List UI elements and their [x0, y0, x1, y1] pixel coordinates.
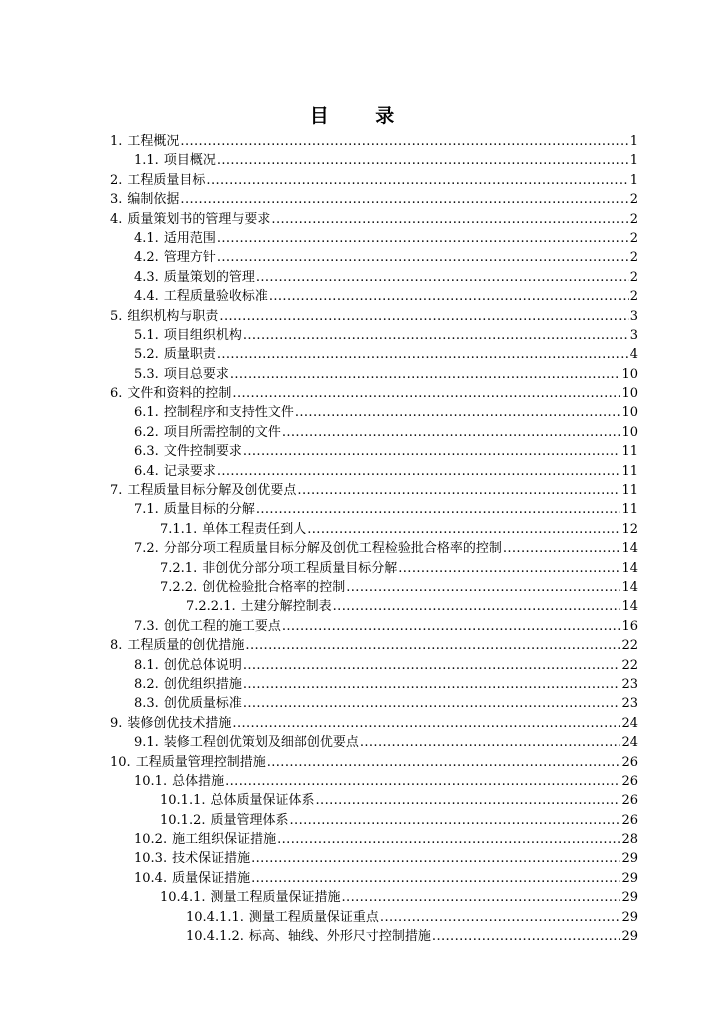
toc-entry-title: 工程质量验收标准 [163, 289, 268, 305]
toc-entry[interactable] [110, 656, 638, 675]
toc-entry-title: 质量管理体系 [210, 812, 289, 828]
toc-entry-title: 编制依据 [127, 192, 180, 208]
toc-entry-title: 管理方针 [163, 250, 216, 266]
toc-entry-number: 8.2. [134, 676, 159, 692]
toc-entry-title: 工程概况 [127, 134, 180, 149]
toc-entry-page: 10 [621, 366, 638, 382]
toc-dot-leader [290, 811, 621, 830]
toc-entry-title: 质量职责 [163, 347, 216, 363]
table-of-contents [110, 132, 638, 946]
toc-entry-title: 质量策划的管理 [163, 269, 255, 285]
toc-entry[interactable] [110, 520, 638, 539]
toc-entry[interactable] [110, 927, 638, 946]
toc-dot-leader [243, 656, 621, 675]
toc-dot-leader [277, 830, 620, 849]
toc-entry-number: 7.2.1. [160, 560, 198, 576]
toc-entry-page: 1 [629, 134, 638, 149]
toc-entry[interactable] [110, 307, 638, 326]
toc-entry-number: 10.4.1.1. [186, 909, 244, 925]
toc-dot-leader [256, 500, 621, 519]
toc-dot-leader [251, 869, 620, 888]
toc-entry-number: 10. [110, 754, 131, 770]
toc-entry-title: 标高、轴线、外形尺寸控制措施 [248, 929, 431, 945]
toc-dot-leader [243, 694, 621, 713]
toc-entry-title: 测量工程质量保证重点 [248, 909, 379, 925]
toc-entry-page: 28 [621, 832, 638, 848]
toc-entry-number: 7.2. [134, 541, 159, 557]
toc-entry-title: 土建分解控制表 [240, 599, 332, 615]
toc-entry-title: 记录要求 [163, 463, 216, 479]
toc-dot-leader [230, 365, 621, 384]
toc-entry-number: 6.4. [134, 463, 159, 479]
toc-dot-leader [269, 287, 629, 306]
toc-entry-page: 29 [621, 909, 638, 925]
toc-entry-number: 4.2. [134, 250, 159, 266]
toc-entry-page: 2 [629, 211, 638, 227]
toc-entry[interactable] [110, 248, 638, 267]
toc-entry-title: 项目概况 [163, 153, 216, 169]
toc-dot-leader [243, 442, 621, 461]
toc-entry-title: 单体工程责任到人 [202, 521, 307, 537]
toc-dot-leader [307, 520, 620, 539]
toc-entry-number: 5.2. [134, 347, 159, 363]
toc-entry[interactable] [110, 597, 638, 616]
toc-entry[interactable] [110, 869, 638, 888]
toc-entry[interactable] [110, 539, 638, 558]
toc-entry[interactable] [110, 326, 638, 345]
toc-entry[interactable] [110, 500, 638, 519]
toc-entry-title: 总体措施 [172, 773, 225, 789]
toc-entry-page: 2 [629, 269, 638, 285]
toc-entry-number: 8. [110, 638, 123, 654]
toc-dot-leader [256, 268, 629, 287]
toc-entry-page: 10 [621, 386, 638, 402]
toc-entry-title: 创优检验批合格率的控制 [202, 579, 346, 595]
toc-entry[interactable] [110, 694, 638, 713]
toc-entry-page: 22 [621, 657, 638, 673]
toc-entry-title: 分部分项工程质量目标分解及创优工程检验批合格率的控制 [163, 541, 502, 557]
toc-entry[interactable] [110, 229, 638, 248]
toc-dot-leader [503, 539, 621, 558]
toc-dot-leader [245, 636, 620, 655]
toc-entry-page: 24 [621, 735, 638, 751]
toc-dot-leader [217, 345, 629, 364]
toc-entry-title: 文件控制要求 [163, 444, 242, 460]
toc-dot-leader [232, 384, 620, 403]
toc-entry-page: 14 [621, 579, 638, 595]
toc-entry-title: 适用范围 [163, 230, 216, 246]
toc-entry-number: 8.1. [134, 657, 159, 673]
toc-entry[interactable] [110, 151, 638, 170]
toc-entry-number: 7.2.2. [160, 579, 198, 595]
toc-entry-page: 14 [621, 541, 638, 557]
toc-entry-page: 11 [621, 502, 638, 518]
toc-dot-leader [225, 772, 620, 791]
toc-entry-number: 1. [110, 134, 123, 149]
toc-dot-leader [342, 888, 621, 907]
toc-dot-leader [316, 791, 621, 810]
toc-entry[interactable] [110, 190, 638, 209]
toc-entry-number: 10.1.1. [160, 793, 206, 809]
toc-entry-page: 1 [629, 172, 638, 188]
toc-entry[interactable] [110, 753, 638, 772]
toc-entry-number: 10.4. [134, 870, 168, 886]
toc-dot-leader [297, 481, 620, 500]
toc-entry-page: 29 [621, 851, 638, 867]
toc-dot-leader [180, 132, 628, 151]
toc-entry[interactable] [110, 268, 638, 287]
toc-entry-number: 4. [110, 211, 123, 227]
toc-entry-page: 26 [621, 773, 638, 789]
toc-entry[interactable] [110, 908, 638, 927]
toc-entry-page: 2 [629, 192, 638, 208]
toc-entry[interactable] [110, 210, 638, 229]
toc-entry-number: 5.3. [134, 366, 159, 382]
toc-dot-leader [282, 617, 621, 636]
toc-entry-title: 非创优分部分项工程质量目标分解 [202, 560, 398, 576]
toc-dot-leader [219, 307, 628, 326]
toc-entry-title: 创优质量标准 [163, 696, 242, 712]
toc-entry-page: 26 [621, 793, 638, 809]
toc-entry-page: 3 [629, 308, 638, 324]
toc-entry-page: 29 [621, 870, 638, 886]
toc-entry-title: 总体质量保证体系 [210, 793, 315, 809]
toc-dot-leader [232, 714, 620, 733]
toc-entry-title: 文件和资料的控制 [127, 386, 232, 402]
toc-entry-page: 26 [621, 812, 638, 828]
toc-entry[interactable] [110, 442, 638, 461]
toc-entry-title: 质量保证措施 [172, 870, 251, 886]
toc-entry[interactable] [110, 811, 638, 830]
toc-entry-title: 工程质量的创优措施 [127, 638, 245, 654]
toc-entry-page: 3 [629, 327, 638, 343]
toc-dot-leader [180, 190, 628, 209]
toc-entry[interactable] [110, 772, 638, 791]
toc-dot-leader [360, 733, 621, 752]
toc-entry-number: 10.2. [134, 832, 168, 848]
toc-entry[interactable] [110, 462, 638, 481]
toc-entry-page: 2 [629, 230, 638, 246]
toc-entry[interactable] [110, 345, 638, 364]
toc-entry-title: 项目总要求 [163, 366, 229, 382]
toc-entry[interactable] [110, 617, 638, 636]
toc-dot-leader [217, 151, 629, 170]
toc-entry-page: 26 [621, 754, 638, 770]
toc-entry-page: 29 [621, 929, 638, 945]
toc-entry-title: 工程质量管理控制措施 [135, 754, 266, 770]
toc-entry-number: 10.4.1. [160, 890, 206, 906]
toc-entry-page: 14 [621, 599, 638, 615]
toc-entry-number: 9.1. [134, 735, 159, 751]
toc-entry-number: 7.1.1. [160, 521, 198, 537]
toc-entry[interactable] [110, 481, 638, 500]
toc-entry-number: 10.1.2. [160, 812, 206, 828]
toc-entry-title: 测量工程质量保证措施 [210, 890, 341, 906]
toc-entry[interactable] [110, 171, 638, 190]
toc-entry-number: 10.4.1.2. [186, 929, 244, 945]
toc-dot-leader [346, 578, 620, 597]
toc-dot-leader [206, 171, 628, 190]
toc-entry[interactable] [110, 365, 638, 384]
toc-dot-leader [432, 927, 621, 946]
toc-dot-leader [243, 326, 629, 345]
toc-entry-title: 质量策划书的管理与要求 [127, 211, 271, 227]
toc-entry-page: 11 [621, 444, 638, 460]
toc-title: 目 录 [309, 105, 415, 127]
toc-entry-number: 3. [110, 192, 123, 208]
toc-entry-page: 14 [621, 560, 638, 576]
toc-entry-number: 4.4. [134, 289, 159, 305]
toc-entry-title: 组织机构与职责 [127, 308, 219, 324]
toc-entry-title: 质量目标的分解 [163, 502, 255, 518]
toc-entry-title: 项目组织机构 [163, 327, 242, 343]
toc-entry[interactable] [110, 423, 638, 442]
toc-entry-title: 装修创优技术措施 [127, 715, 232, 731]
toc-entry[interactable] [110, 384, 638, 403]
toc-entry[interactable] [110, 791, 638, 810]
toc-dot-leader [380, 908, 621, 927]
toc-entry-title: 技术保证措施 [172, 851, 251, 867]
toc-entry-number: 7.3. [134, 618, 159, 634]
toc-dot-leader [217, 248, 629, 267]
toc-entry-number: 7.1. [134, 502, 159, 518]
toc-entry-page: 24 [621, 715, 638, 731]
toc-entry-title: 创优工程的施工要点 [163, 618, 281, 634]
toc-dot-leader [217, 229, 629, 248]
toc-dot-leader [398, 559, 620, 578]
toc-entry-title: 施工组织保证措施 [172, 832, 277, 848]
toc-dot-leader [243, 675, 621, 694]
toc-dot-leader [251, 849, 620, 868]
toc-entry-number: 2. [110, 172, 123, 188]
toc-entry[interactable] [110, 132, 638, 151]
toc-entry-page: 11 [621, 483, 638, 499]
toc-entry-page: 11 [621, 463, 638, 479]
toc-entry[interactable] [110, 578, 638, 597]
toc-entry-page: 23 [621, 696, 638, 712]
toc-entry-title: 创优组织措施 [163, 676, 242, 692]
toc-entry[interactable] [110, 714, 638, 733]
toc-entry-title: 项目所需控制的文件 [163, 424, 281, 440]
toc-entry-page: 23 [621, 676, 638, 692]
toc-entry-number: 6.1. [134, 405, 159, 421]
toc-entry[interactable] [110, 733, 638, 752]
toc-entry-number: 9. [110, 715, 123, 731]
toc-entry-title: 装修工程创优策划及细部创优要点 [163, 735, 359, 751]
toc-entry-page: 29 [621, 890, 638, 906]
toc-entry-page: 12 [621, 521, 638, 537]
toc-entry-title: 创优总体说明 [163, 657, 242, 673]
toc-entry[interactable] [110, 559, 638, 578]
toc-entry[interactable] [110, 849, 638, 868]
toc-entry-page: 22 [621, 638, 638, 654]
toc-entry-page: 16 [621, 618, 638, 634]
toc-entry-number: 1.1. [134, 153, 159, 169]
toc-entry-number: 6.3. [134, 444, 159, 460]
toc-entry-number: 7.2.2.1. [186, 599, 236, 615]
toc-dot-leader [267, 753, 621, 772]
toc-entry-page: 1 [629, 153, 638, 169]
toc-entry[interactable] [110, 287, 638, 306]
toc-dot-leader [295, 403, 621, 422]
toc-dot-leader [333, 597, 621, 616]
toc-entry-number: 6.2. [134, 424, 159, 440]
toc-entry-title: 工程质量目标 [127, 172, 206, 188]
toc-entry-number: 4.1. [134, 230, 159, 246]
toc-dot-leader [271, 210, 628, 229]
toc-entry[interactable] [110, 403, 638, 422]
toc-entry-number: 7. [110, 483, 123, 499]
toc-entry-number: 4.3. [134, 269, 159, 285]
toc-dot-leader [282, 423, 621, 442]
toc-entry[interactable] [110, 830, 638, 849]
toc-entry-page: 10 [621, 405, 638, 421]
toc-entry[interactable] [110, 675, 638, 694]
toc-entry-number: 10.3. [134, 851, 168, 867]
toc-entry-number: 5. [110, 308, 123, 324]
toc-entry[interactable] [110, 636, 638, 655]
toc-entry-page: 10 [621, 424, 638, 440]
toc-entry-number: 6. [110, 386, 123, 402]
toc-entry-page: 2 [629, 289, 638, 305]
toc-dot-leader [217, 462, 621, 481]
toc-entry[interactable] [110, 888, 638, 907]
toc-entry-title: 控制程序和支持性文件 [163, 405, 294, 421]
toc-entry-page: 4 [629, 347, 638, 363]
toc-entry-number: 8.3. [134, 696, 159, 712]
toc-entry-title: 工程质量目标分解及创优要点 [127, 483, 297, 499]
toc-entry-number: 10.1. [134, 773, 168, 789]
toc-entry-page: 2 [629, 250, 638, 266]
toc-entry-number: 5.1. [134, 327, 159, 343]
